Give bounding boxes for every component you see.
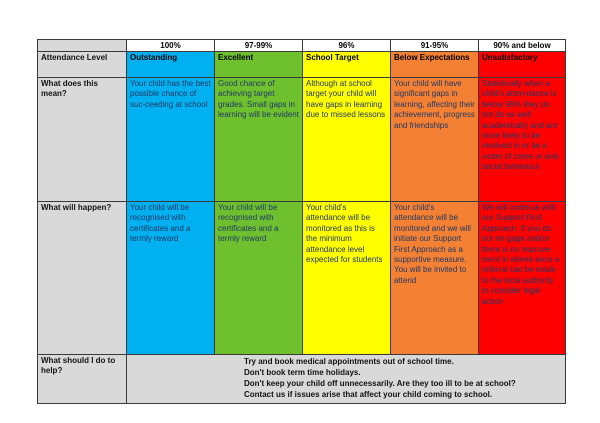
happen-unsatisfactory: We will continue with our Support First Approach. If you do not en-gage and/or there is no improve-ment in attend-ance a referral can be made to the local authority to consider legal action	[479, 202, 566, 355]
help-label: What should I do to help?	[38, 355, 127, 404]
level-below-expectations: Below Expectations	[391, 52, 479, 78]
help-line: Don't book term time holidays.	[244, 368, 361, 377]
happen-below-expectations: Your child's attendance will be monitored and we will initiate our Support First Approach as a supportive measure. You will be invited to attend	[391, 202, 479, 355]
percentage-header-row	[38, 40, 566, 52]
attendance-level-row	[38, 52, 566, 78]
level-excellent: Excellent	[215, 52, 303, 78]
header-96: 96%	[303, 40, 391, 52]
meaning-below-expectations: Your child will have significant gaps in learning, affecting their achievement, progress and friendships	[391, 78, 479, 202]
happen-outstanding: Your child will be recognised with certificates and a termly reward	[127, 202, 215, 355]
header-blank-cell	[38, 40, 127, 52]
happen-school-target: Your child's attendance will be monitored as this is the minimum attendance level expected for students	[303, 202, 391, 355]
happen-label: What will happen?	[38, 202, 127, 355]
attendance-table	[37, 39, 566, 404]
attendance-level-label: Attendance Level	[38, 52, 127, 78]
header-90-below: 90% and below	[479, 40, 566, 52]
help-row	[38, 355, 566, 404]
meaning-school-target: Although at school target your child will have gaps in learning due to missed lessons	[303, 78, 391, 202]
level-unsatisfactory: Unsatisfactory	[479, 52, 566, 78]
what-will-happen-row	[38, 202, 566, 355]
header-97-99: 97-99%	[215, 40, 303, 52]
help-line: Don't keep your child off unnecessarily. Are they too ill to be at school?	[244, 379, 516, 388]
level-school-target: School Target	[303, 52, 391, 78]
header-91-95: 91-95%	[391, 40, 479, 52]
meaning-unsatisfactory: Statistically when a child's atten-dance is below 90% they do not do as well academically and are more likely to be involved in or be a victim of crime or anti-social behaviour	[479, 78, 566, 202]
meaning-label: What does this mean?	[38, 78, 127, 202]
meaning-row	[38, 78, 566, 202]
header-100: 100%	[127, 40, 215, 52]
level-outstanding: Outstanding	[127, 52, 215, 78]
help-line: Try and book medical appointments out of school time.	[244, 357, 454, 366]
meaning-outstanding: Your child has the best possible chance of suc-ceeding at school	[127, 78, 215, 202]
help-advice	[127, 355, 566, 404]
happen-excellent: Your child will be recognised with certificates and a termly reward	[215, 202, 303, 355]
help-line: Contact us if issues arise that affect your child coming to school.	[244, 390, 493, 399]
meaning-excellent: Good chance of achieving target grades. Small gaps in learning will be evident	[215, 78, 303, 202]
